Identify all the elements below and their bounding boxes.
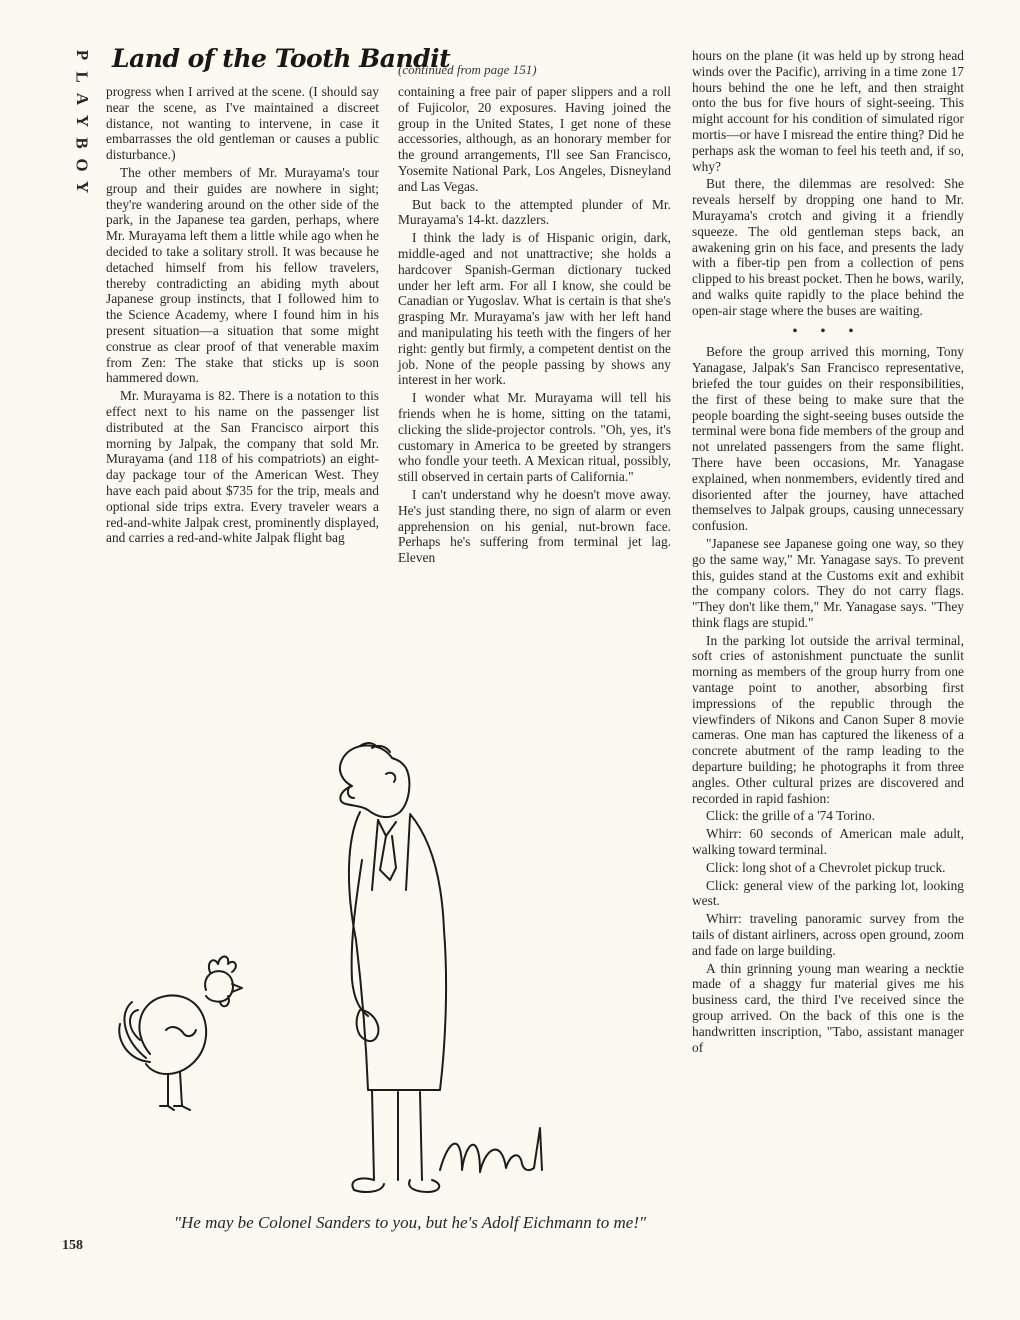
sidebar-letter: P [72, 49, 92, 61]
paragraph: I wonder what Mr. Murayama will tell his friends when he is home, sitting on the tatami, clicking the slide-projector controls. "Oh, yes, it's customary in America to be greeted by strangers who fondle your teeth. A Mexican ritual, possibly, still observed in certain parts of California." [398, 390, 671, 485]
man-legs [372, 1090, 422, 1180]
paragraph: Mr. Murayama is 82. There is a notation to this effect next to his name on the passenger list distributed at the San Francisco airport this morning by Jalpak, the company that sold Mr. Murayama (and 118 of his compatriots) an eight-day package tour of the American West. They have each paid about $735 for the trip, meals and optional side trips extra. Every traveler wears a red-and-white Jalpak crest, prominently displayed, and carries a red-and-white Jalpak flight bag [106, 388, 379, 546]
paragraph: I can't understand why he doesn't move away. He's just standing there, no sign of alarm or even apprehension on his genial, nut-brown face. Perhaps he's suffering from terminal jet lag. Eleven [398, 486, 671, 566]
section-separator: • • • [792, 322, 864, 338]
paragraph: Click: the grille of a '74 Torino. [706, 808, 875, 824]
text-column-2 [398, 84, 671, 568]
cartoon-caption: "He may be Colonel Sanders to you, but he's Adolf Eichmann to me!" [173, 1213, 647, 1232]
paragraph: Whirr: 60 seconds of American male adult, walking toward terminal. [692, 826, 964, 858]
sidebar-letter: O [72, 158, 92, 172]
text-column-1 [106, 84, 379, 548]
man-ear [386, 773, 395, 782]
sidebar-letter: L [73, 71, 92, 83]
paragraph: hours on the plane (it was held up by strong head winds over the Pacific), arriving in a time zone 17 hours behind the one he left, and then straight onto the bus for five hours of sight-seeing. This might account for his condition of simulated rigor mortis—or have I misread the entire thing? Did he perhaps ask the woman to feel his teeth and, if so, why? [692, 48, 964, 174]
paragraph: In the parking lot outside the arrival terminal, soft cries of astonishment punctuate the sunlit morning as members of the group hurry from one vantage point to another, absorbing first impressions of the republic through the viewfinders of Nikons and Canon Super 8 movie cameras. One man has captured the likeness of a concrete abutment of the ramp leading to the departure building; he photographs it from three angles. Other cultural prizes are discovered and recorded in rapid fashion: [692, 632, 964, 806]
rooster-legs [168, 1072, 182, 1106]
cartoon-illustration [110, 740, 670, 1210]
paragraph: containing a free pair of paper slippers and a roll of Fujicolor, 20 exposures. Having joined the group in the United States, I get none of these accessories, although, as an honorary member for the ground arrangements, I'll see San Francisco, Yosemite National Park, Los Angeles, Disneyland and Las Vegas. [398, 84, 671, 194]
man-shoe-right [409, 1180, 439, 1192]
paragraph: progress when I arrived at the scene. (I should say near the scene, as I've maintained a discreet distance, not wanting to intervene, in case it embarrasses the old gentleman or causes a public disturbance.) [106, 84, 379, 163]
magazine-name-vertical [62, 44, 102, 198]
rooster-feet [160, 1106, 190, 1110]
paragraph: But there, the dilemmas are resolved: She reveals herself by dropping one hand to Mr. Murayama's crotch and giving it a friendly squeeze. The old gentleman steps back, an awakening grin on his face, and presents the lady with a fiber-tip pen from a collection of pens clipped to his breast pocket. Then he bows, warily, and walks quite rapidly to the place behind the open-air stage where the buses are waiting. [692, 176, 964, 318]
paragraph: I think the lady is of Hispanic origin, dark, middle-aged and not unattractive; she holds a hardcover Spanish-German dictionary tucked under her left arm. For all I know, she could be Canadian or Yugoslav. What is certain is that she's grasping Mr. Murayama's jaw with her left hand and manipulating his teeth with the fingers of her right: gently but firmly, a competent dentist on the job. None of the people passing by shows any interest in her work. [398, 230, 671, 388]
article-title: Land of the Tooth Bandit [112, 44, 451, 73]
rooster-tail [119, 1002, 150, 1062]
paragraph: "Japanese see Japanese going one way, so they go the same way," Mr. Yanagase says. To prevent this, guides stand at the Customs exit and exhibit the company colors. They do not carry flags. "They don't like them," Mr. Yanagase says. "They think flags are stupid." [692, 535, 964, 630]
paragraph: But back to the attempted plunder of Mr. Murayama's 14-kt. dazzlers. [398, 196, 671, 228]
continued-note: (continued from page 151) [398, 62, 537, 77]
paragraph: Click: general view of the parking lot, looking west. [692, 877, 964, 909]
man-collar [378, 820, 396, 836]
paragraph: A thin grinning young man wearing a necktie made of a shaggy fur material gives me his business card, the third I've received since the group arrived. On the back of this one is the handwritten inscription, "Tabo, assistant manager of [692, 960, 964, 1055]
man-tie [380, 836, 396, 880]
paragraph: Click: long shot of a Chevrolet pickup truck. [706, 859, 946, 875]
text-column-3 [692, 48, 964, 1057]
rooster-wing [166, 1027, 196, 1036]
paragraph: The other members of Mr. Murayama's tour group and their guides are nowhere in sight; they're wandering around on the other side of the park, in the Japanese tea garden, perhaps, where Mr. Murayama left them a little while ago when he decided to take a solitary stroll. It was because he detached himself from his fellow travelers, thereby contradicting an abiding myth about Japanese group instincts, that I followed him to the Science Academy, where I found him in his present situation—a situation that some might construe as clear proof of that venerable maxim from Zen: The stake that sticks up is soon hammered down. [106, 164, 379, 386]
page-number: 158 [62, 1238, 83, 1253]
rooster-comb [209, 957, 236, 973]
man-nose [348, 786, 354, 798]
sidebar-letter: B [73, 137, 92, 149]
sidebar-letter: A [73, 92, 92, 106]
paragraph: Before the group arrived this morning, Tony Yanagase, Jalpak's San Francisco representative, briefed the tour guides on their responsibilities, the first of these being to make sure that the people boarding the sight-seeing buses outside the terminal were bona fide members of the group and not unrelated passengers from the same flight. There have been occasions, Mr. Yanagase explained, when nonmembers, evidently tired and disoriented after the journey, have attached themselves to Jalpak groups, causing unnecessary confusion. [692, 344, 964, 534]
sidebar-letter: Y [73, 180, 92, 194]
paragraph: Whirr: traveling panoramic survey from the tails of distant airliners, across open ground, zoom and fade on large building. [692, 911, 964, 958]
man-jacket [349, 812, 446, 1090]
man-shoe-left [352, 1178, 384, 1192]
sidebar-letter: Y [73, 114, 92, 128]
man-head [340, 745, 409, 817]
man-arm [352, 860, 368, 1016]
signature-mark [440, 1128, 542, 1172]
